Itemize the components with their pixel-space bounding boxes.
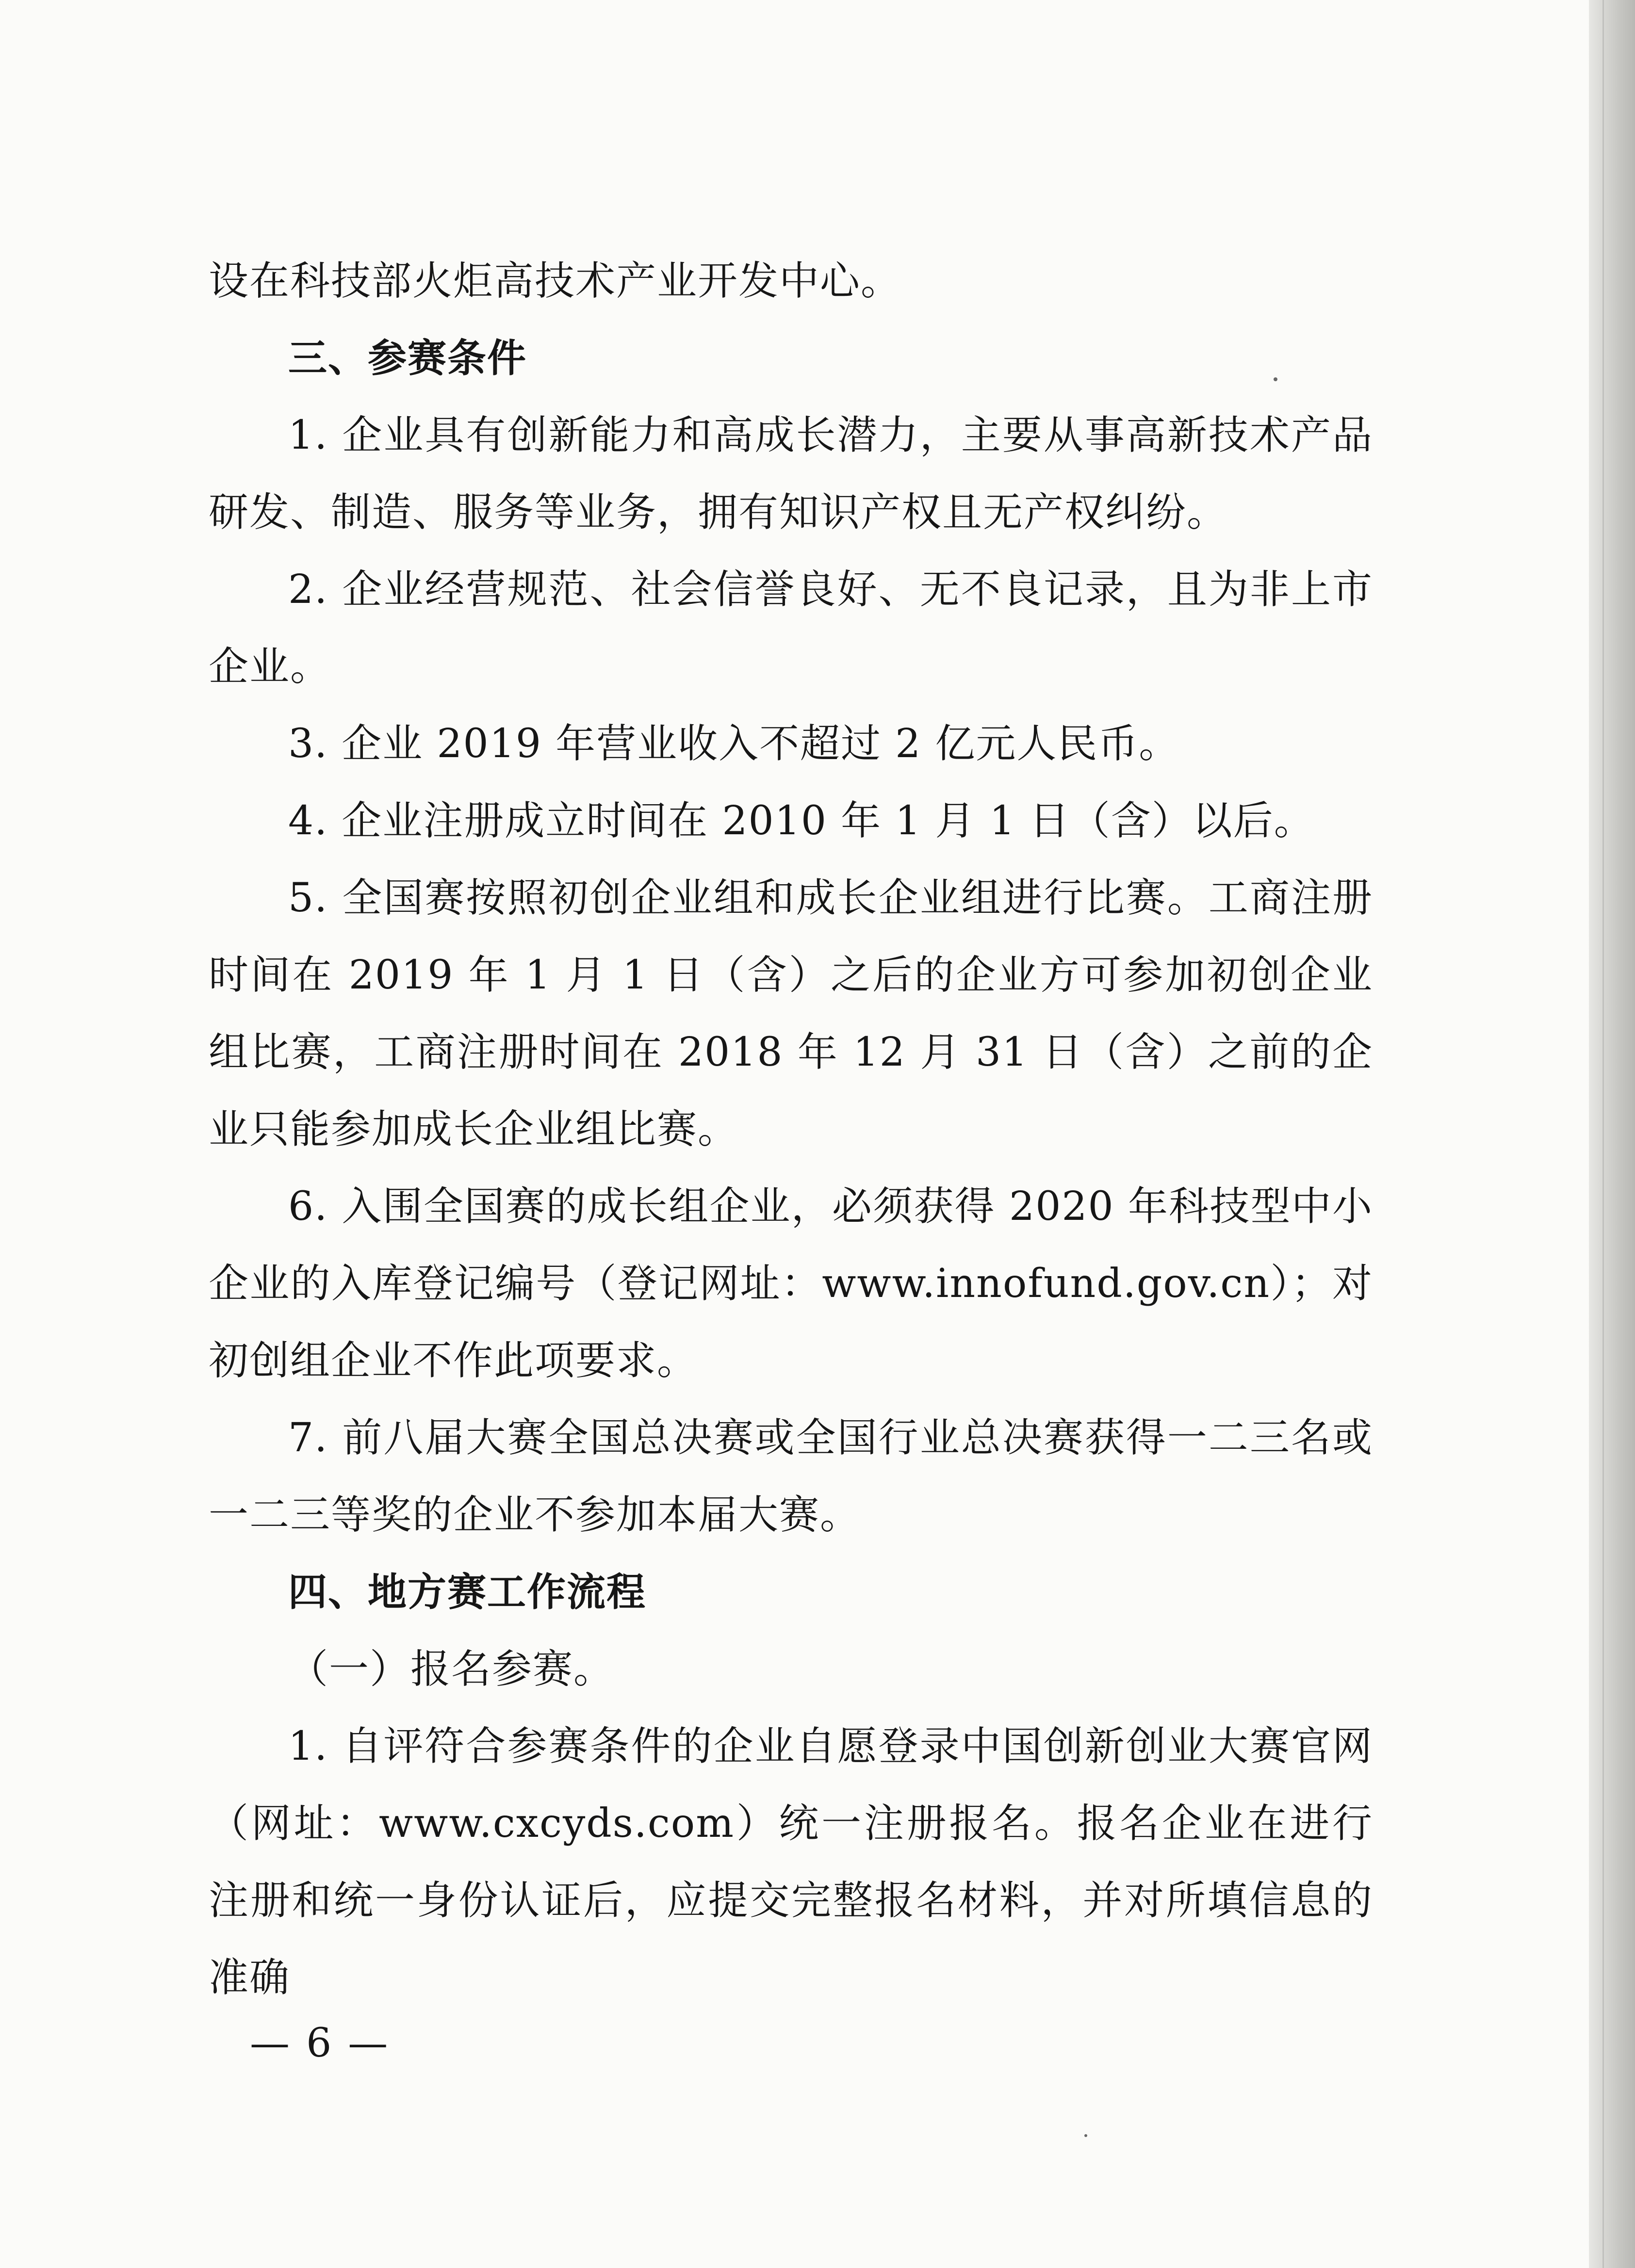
paragraph-continuation: 设在科技部火炬高技术产业开发中心。 [209, 258, 902, 304]
condition-item-6: 6. 入围全国赛的成长组企业，必须获得 2020 年科技型中小企业的入库登记编号（登记网址：www.innofund.gov.cn）；对初创组企业不作此项要求。 [209, 1183, 1373, 1384]
registration-item-1: 1. 自评符合参赛条件的企业自愿登录中国创新创业大赛官网（网址：www.cxcyds.com）统一注册报名。报名企业在进行注册和统一身份认证后，应提交完整报名材料，并对所填信息的准确 [209, 1723, 1373, 2001]
section-heading-participation-conditions: 三、参赛条件 [288, 336, 527, 381]
condition-item-7: 7. 前八届大赛全国总决赛或全国行业总决赛获得一二三名或一二三等奖的企业不参加本届大赛。 [209, 1415, 1373, 1538]
page-number: — 6 — [250, 2020, 390, 2066]
condition-item-1: 1. 企业具有创新能力和高成长潜力，主要从事高新技术产品研发、制造、服务等业务，拥有知识产权且无产权纠纷。 [209, 412, 1373, 535]
condition-item-5: 5. 全国赛按照初创企业组和成长企业组进行比赛。工商注册时间在 2019 年 1 月 1 日（含）之后的企业方可参加初创企业组比赛，工商注册时间在 2018 年 12 月 31 日（含）之前的企业只能参加成长企业组比赛。 [209, 875, 1373, 1152]
condition-item-2: 2. 企业经营规范、社会信誉良好、无不良记录，且为非上市企业。 [209, 567, 1373, 690]
scan-speck [1084, 2134, 1087, 2137]
condition-item-3: 3. 企业 2019 年营业收入不超过 2 亿元人民币。 [288, 721, 1180, 767]
document-body [209, 243, 1373, 2016]
subsection-heading-registration: （一）报名参赛。 [288, 1646, 615, 1692]
section-heading-local-competition-workflow: 四、地方赛工作流程 [288, 1570, 646, 1615]
condition-item-4: 4. 企业注册成立时间在 2010 年 1 月 1 日（含）以后。 [288, 798, 1315, 844]
scan-speck [1274, 377, 1277, 381]
scanned-page-edge [1589, 0, 1635, 2268]
